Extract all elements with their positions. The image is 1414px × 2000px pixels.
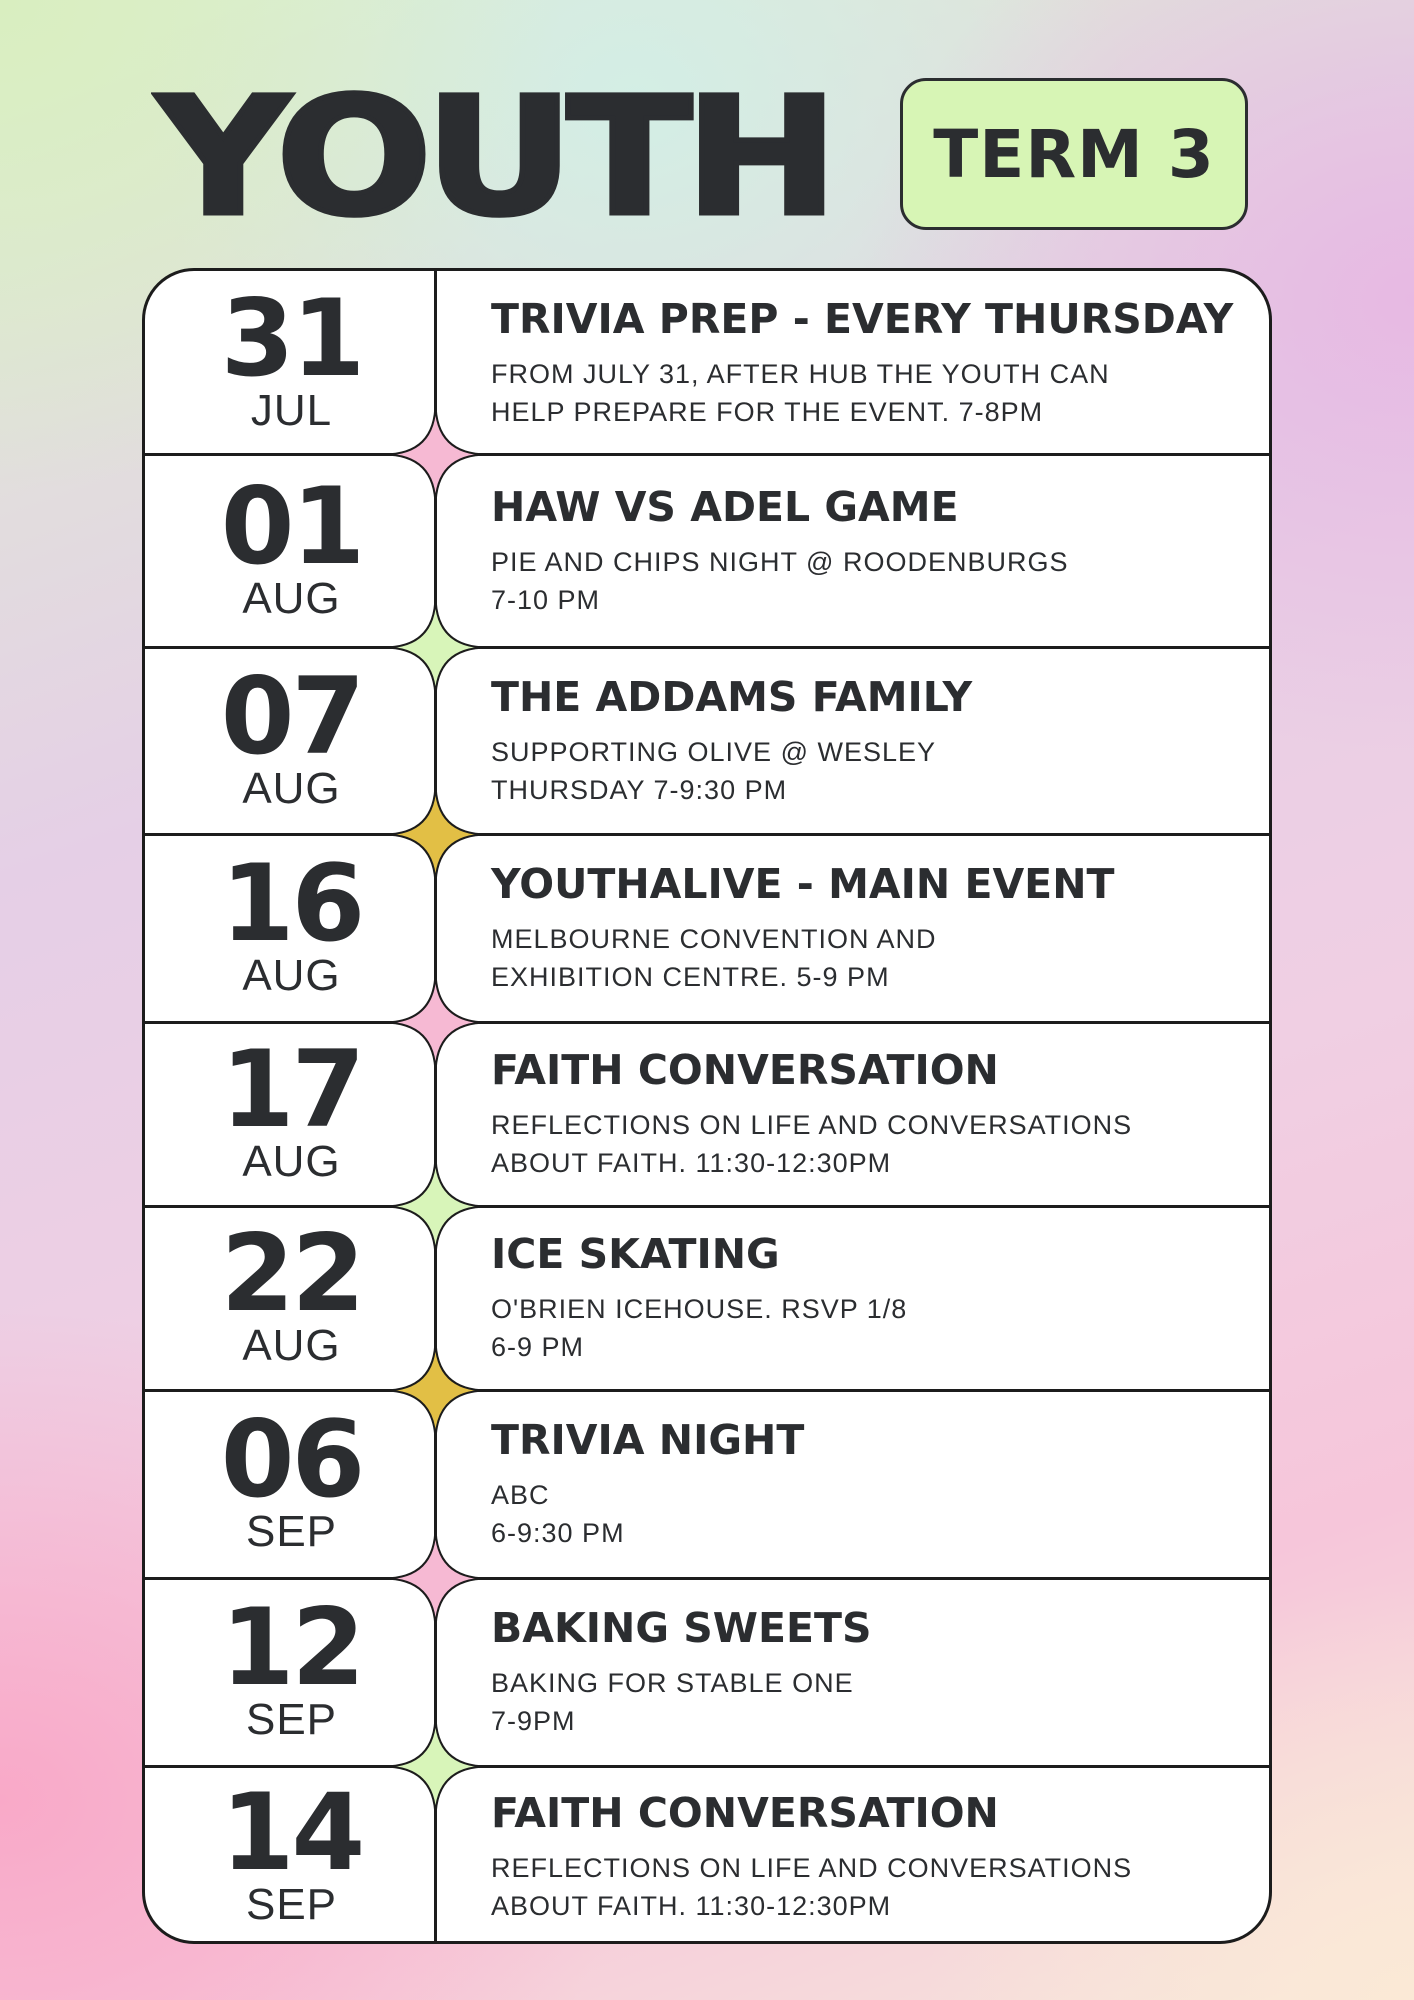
event-title: FAITH CONVERSATION [491, 1046, 999, 1094]
event-title: TRIVIA PREP - EVERY THURSDAY [491, 295, 1234, 343]
event-month: AUG [242, 951, 341, 1000]
sparkle-star-icon [384, 1715, 488, 1819]
event-month: AUG [242, 1137, 341, 1186]
event-title: HAW VS ADEL GAME [491, 482, 959, 531]
event-time: 6-9:30 PM [491, 1518, 625, 1548]
event-title: THE ADDAMS FAMILY [491, 672, 973, 721]
event-time: 7-10 PM [491, 584, 601, 615]
event-time: HELP PREPARE FOR THE EVENT. 7-8PM [491, 397, 1044, 427]
event-time: EXHIBITION CENTRE. 5-9 PM [491, 962, 890, 992]
term-badge [900, 78, 1248, 230]
event-month: SEP [245, 1695, 338, 1744]
event-day: 17 [220, 1028, 363, 1151]
event-day: 16 [220, 842, 363, 965]
sparkle-star-icon [384, 1339, 488, 1443]
event-time: ABOUT FAITH. 11:30-12:30PM [491, 1891, 892, 1921]
event-month: SEP [245, 1880, 338, 1929]
sparkle-star-icon [384, 1527, 488, 1631]
event-month: AUG [242, 573, 341, 623]
sparkle-star-icon [384, 783, 488, 887]
event-month: SEP [245, 1507, 338, 1556]
page-title: YOUTH [157, 64, 832, 252]
event-time: 6-9 PM [491, 1332, 585, 1362]
event-description: O'BRIEN ICEHOUSE. RSVP 1/8 [491, 1294, 908, 1324]
event-schedule [142, 268, 1272, 1944]
event-day: 06 [220, 1398, 363, 1521]
event-description: REFLECTIONS ON LIFE AND CONVERSATIONS [491, 1853, 1133, 1883]
sparkle-decorations [145, 271, 1272, 1944]
event-month: JUL [250, 386, 333, 435]
event-month: AUG [242, 1321, 341, 1370]
event-time: 7-9PM [491, 1706, 576, 1736]
sparkle-star-icon [384, 1155, 488, 1259]
event-title: BAKING SWEETS [491, 1604, 872, 1652]
sparkle-star-icon [384, 971, 488, 1075]
event-title: YOUTHALIVE - MAIN EVENT [491, 860, 1115, 908]
event-day: 22 [220, 1212, 363, 1335]
event-description: REFLECTIONS ON LIFE AND CONVERSATIONS [491, 1110, 1133, 1140]
event-time: ABOUT FAITH. 11:30-12:30PM [491, 1148, 892, 1178]
event-time: THURSDAY 7-9:30 PM [491, 774, 788, 805]
event-title: FAITH CONVERSATION [491, 1789, 999, 1837]
event-title: ICE SKATING [491, 1230, 780, 1278]
event-month: AUG [242, 763, 341, 813]
sparkle-star-icon [384, 403, 488, 507]
event-description: MELBOURNE CONVENTION AND [491, 924, 937, 954]
event-description: FROM JULY 31, AFTER HUB THE YOUTH CAN [491, 359, 1110, 389]
event-description: SUPPORTING OLIVE @ WESLEY [491, 736, 937, 767]
event-day: 31 [220, 277, 363, 400]
event-day: 07 [220, 654, 363, 778]
event-description: BAKING FOR STABLE ONE [491, 1668, 854, 1698]
event-description: PIE AND CHIPS NIGHT @ ROODENBURGS [491, 546, 1069, 577]
sparkle-star-icon [384, 596, 488, 700]
term-badge-label: TERM 3 [933, 115, 1215, 193]
event-day: 14 [220, 1771, 363, 1894]
event-day: 12 [220, 1586, 363, 1709]
event-description: ABC [491, 1480, 550, 1510]
event-title: TRIVIA NIGHT [491, 1416, 805, 1464]
event-day: 01 [220, 464, 363, 588]
